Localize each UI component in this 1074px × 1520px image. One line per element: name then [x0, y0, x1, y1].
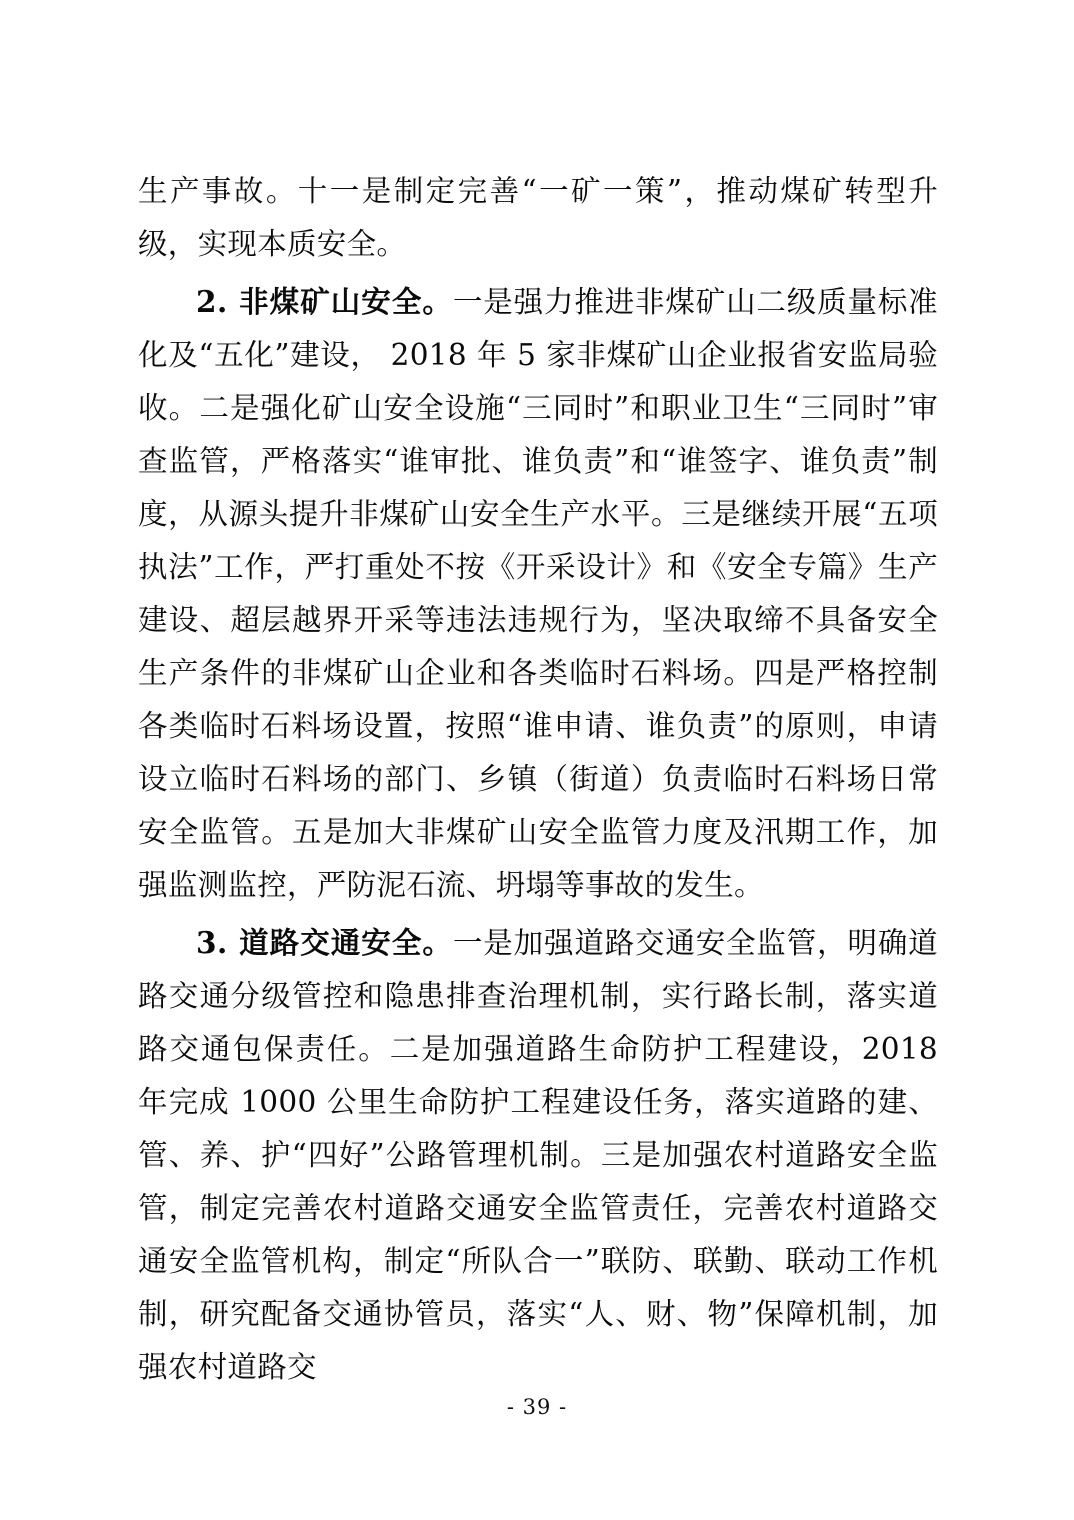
paragraph-non-coal-mine-safety: [138, 275, 938, 912]
paragraph-road-traffic-safety: [138, 916, 938, 1394]
paragraph-heading: 2. 非煤矿山安全。: [196, 284, 453, 319]
page-number: - 39 -: [506, 1395, 568, 1419]
paragraph-continued-coal: [138, 165, 938, 271]
paragraph-text: 生产事故。十一是制定完善“一矿一策”，推动煤矿转型升级，实现本质安全。: [138, 174, 938, 261]
paragraph-text: 一是加强道路交通安全监管，明确道路交通分级管控和隐患排查治理机制，实行路长制，落实道路交通包保责任。二是加强道路生命防护工程建设，2018 年完成 1000 公里生命防护工程建设任务，落实道路的建、管、养、护“四好”公路管理机制。三是加强农村道路安全监管，制定完善农村道路交通安全监管责任，完善农村道路交通安全监管机构，制定“所队合一”联防、联勤、联动工作机制，研究配备交通协管员，落实“人、财、物”保障机制，加强农村道路交: [138, 926, 938, 1384]
page-body: [138, 165, 938, 1398]
paragraph-text: 一是强力推进非煤矿山二级质量标准化及“五化”建设， 2018 年 5 家非煤矿山企业报省安监局验收。二是强化矿山安全设施“三同时”和职业卫生“三同时”审查监管，严格落实“谁审批、谁负责”和“谁签字、谁负责”制度，从源头提升非煤矿山安全生产水平。三是继续开展“五项执法”工作，严打重处不按《开采设计》和《安全专篇》生产建设、超层越界开采等违法违规行为，坚决取缔不具备安全生产条件的非煤矿山企业和各类临时石料场。四是严格控制各类临时石料场设置，按照“谁申请、谁负责”的原则，申请设立临时石料场的部门、乡镇（街道）负责临时石料场日常安全监管。五是加大非煤矿山安全监管力度及汛期工作，加强监测监控，严防泥石流、坍塌等事故的发生。: [138, 285, 938, 902]
paragraph-heading: 3. 道路交通安全。: [196, 925, 453, 960]
